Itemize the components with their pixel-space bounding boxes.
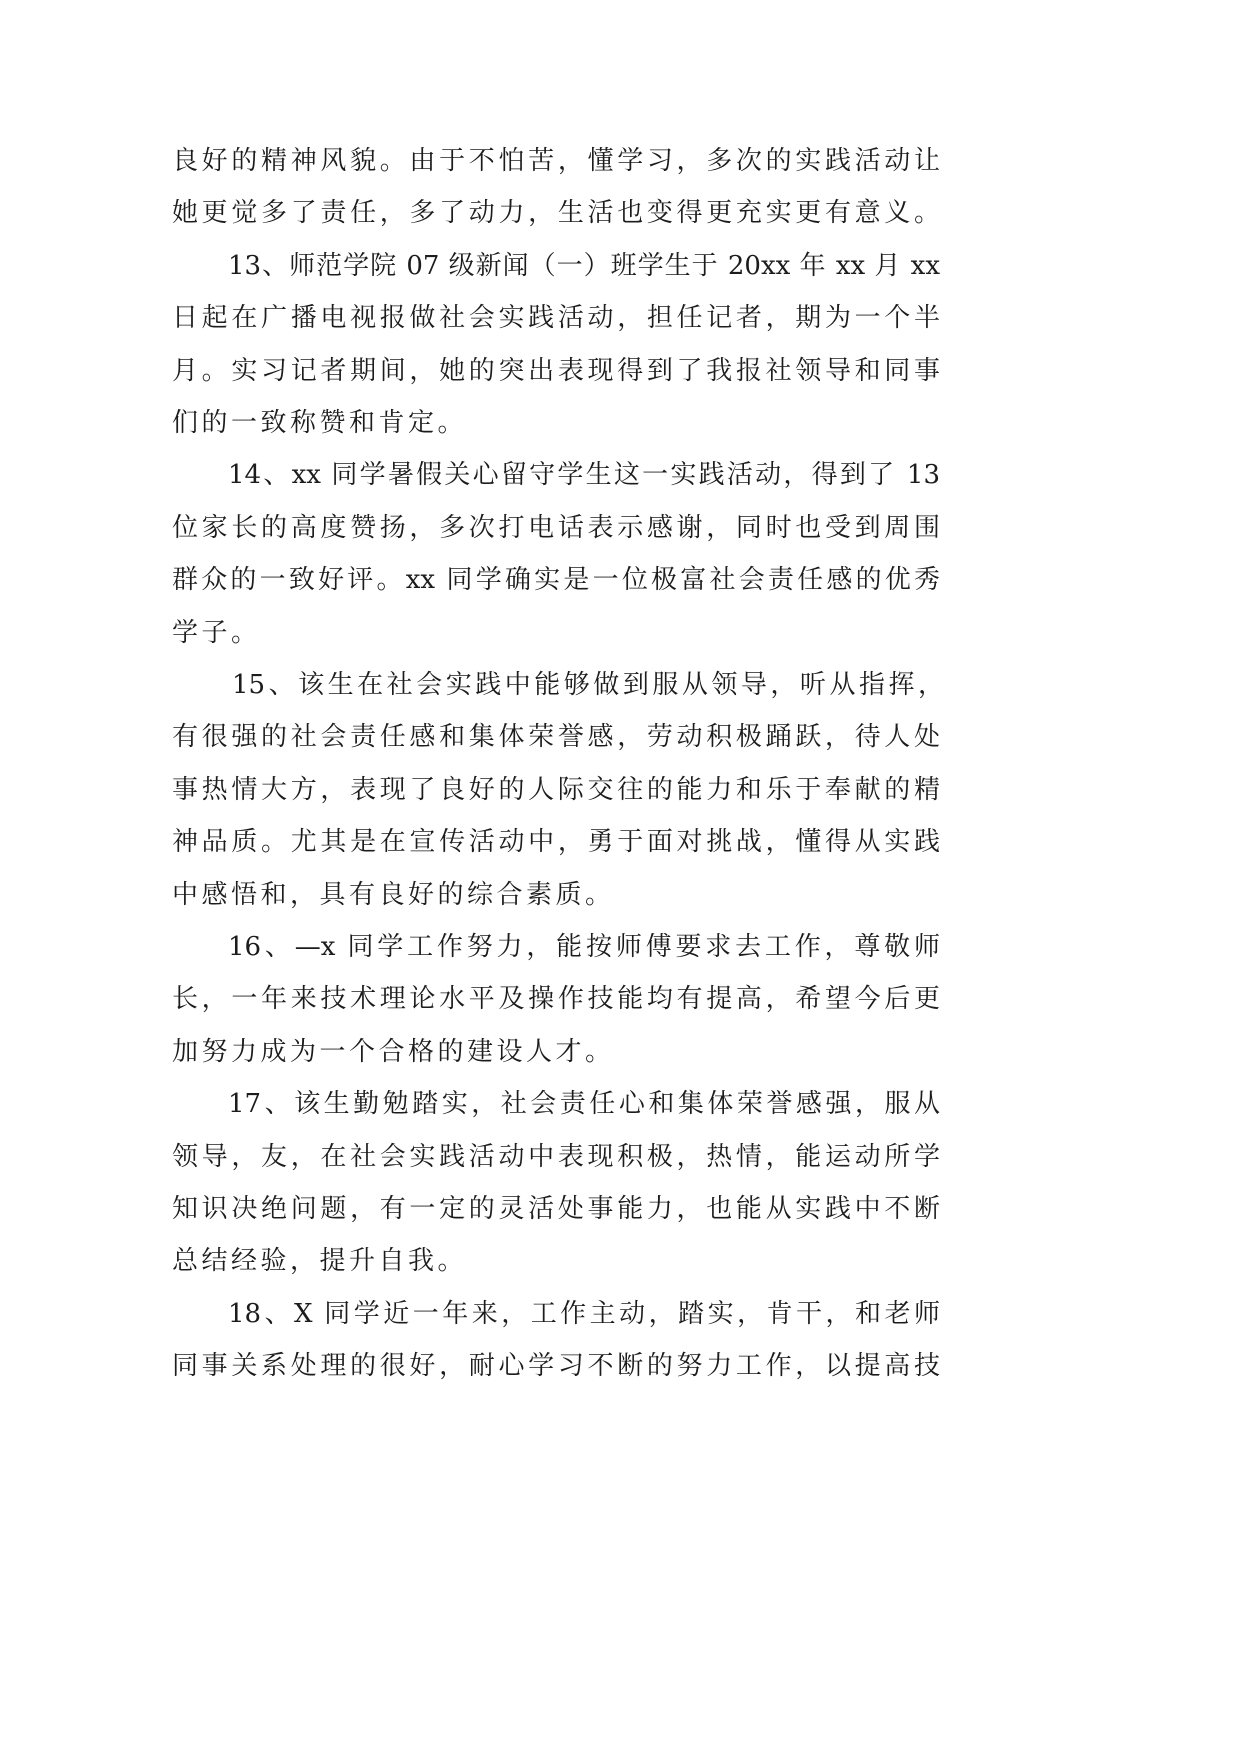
text-line: 们的一致称赞和肯定。 xyxy=(172,408,468,438)
text-line: 17、该生勤勉踏实，社会责任心和集体荣誉感强，服从 xyxy=(228,1089,940,1119)
text-line: 长，一年来技术理论水平及操作技能均有提高，希望今后更 xyxy=(172,984,940,1014)
text-line: 日起在广播电视报做社会实践活动，担任记者，期为一个半 xyxy=(172,303,940,333)
text-line: 总结经验，提升自我。 xyxy=(172,1246,468,1276)
text-line: 同事关系处理的很好，耐心学习不断的努力工作，以提高技 xyxy=(172,1351,940,1381)
text-line: 良好的精神风貌。由于不怕苦，懂学习，多次的实践活动让 xyxy=(172,146,940,176)
text-line: 神品质。尤其是在宣传活动中，勇于面对挑战，懂得从实践 xyxy=(172,827,940,857)
text-line: 中感悟和，具有良好的综合素质。 xyxy=(172,880,615,910)
text-line: 事热情大方，表现了良好的人际交往的能力和乐于奉献的精 xyxy=(172,775,940,805)
text-line: 她更觉多了责任，多了动力，生活也变得更充实更有意义。 xyxy=(172,198,940,228)
text-line: 知识决绝问题，有一定的灵活处事能力，也能从实践中不断 xyxy=(172,1194,940,1224)
text-line: 18、X 同学近一年来，工作主动，踏实，肯干，和老师 xyxy=(228,1299,940,1329)
text-line: 领导，友，在社会实践活动中表现积极，热情，能运动所学 xyxy=(172,1142,940,1172)
text-line: 16、—x 同学工作努力，能按师傅要求去工作，尊敬师 xyxy=(228,932,940,962)
text-line: 14、xx 同学暑假关心留守学生这一实践活动，得到了 13 xyxy=(228,460,940,490)
text-line: 月。实习记者期间，她的突出表现得到了我报社领导和同事 xyxy=(172,356,940,386)
text-line: 位家长的高度赞扬，多次打电话表示感谢，同时也受到周围 xyxy=(172,513,940,543)
text-line: 群众的一致好评。xx 同学确实是一位极富社会责任感的优秀 xyxy=(172,565,940,595)
text-line: 学子。 xyxy=(172,618,261,648)
text-line: 有很强的社会责任感和集体荣誉感，劳动积极踊跃，待人处 xyxy=(172,722,940,752)
text-line: 加努力成为一个合格的建设人才。 xyxy=(172,1037,615,1067)
text-line: 15、该生在社会实践中能够做到服从领导，听从指挥， xyxy=(232,670,944,700)
text-line: 13、师范学院 07 级新闻（一）班学生于 20xx 年 xx 月 xx xyxy=(228,251,940,281)
